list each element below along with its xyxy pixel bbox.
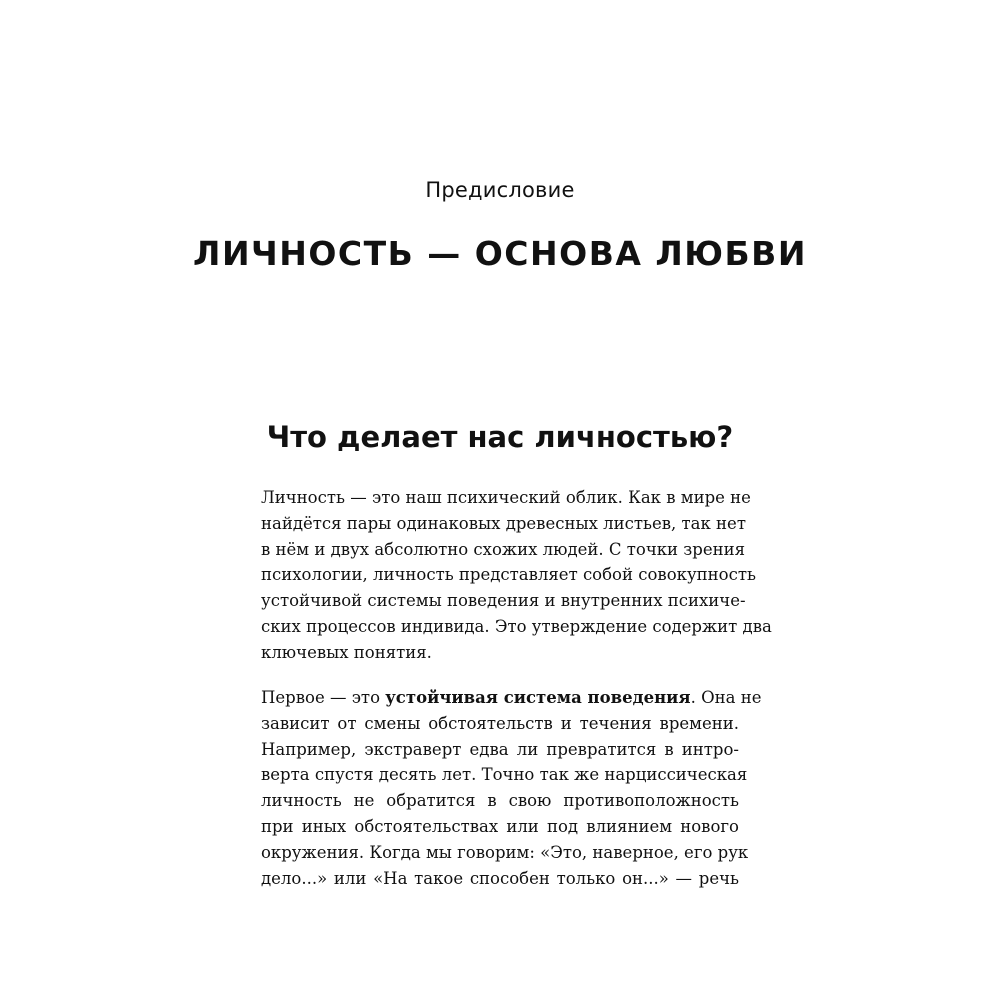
- paragraph-1-line: найдётся пары одинаковых древесных листьев, так нет: [261, 513, 746, 533]
- paragraph-2-bold-term: устойчивая система поведения: [385, 688, 691, 707]
- paragraph-2-first-line: [261, 685, 762, 711]
- paragraph-1-line: в нём и двух абсолютно схожих людей. С точки зрения: [261, 539, 746, 559]
- section-title: Что делает нас личностью?: [266, 420, 734, 454]
- paragraph-1-line: Личность — это наш психический облик. Как в мире не: [261, 488, 751, 507]
- paragraph-1-line: ских процессов индивида. Это утверждение содержит два: [261, 616, 772, 636]
- paragraph-2-line: Например, экстраверт едва ли превратится в интро-: [261, 739, 739, 759]
- preface-label: Предисловие: [425, 178, 575, 202]
- paragraph-2: [261, 685, 762, 891]
- paragraph-2-line: верта спустя десять лет. Точно так же нарциссическая: [261, 765, 748, 785]
- paragraph-2-line: при иных обстоятельствах или под влиянием нового: [261, 816, 739, 836]
- paragraph-2-prefix: Первое — это: [261, 688, 386, 707]
- paragraph-2-line: личность не обратится в свою противоположность: [261, 791, 739, 811]
- paragraph-1: [261, 485, 772, 666]
- paragraph-2-line: дело...» или «На такое способен только он...» — речь: [261, 868, 739, 888]
- paragraph-1-line: устойчивой системы поведения и внутренних психиче-: [261, 591, 746, 611]
- paragraph-2-line: окружения. Когда мы говорим: «Это, наверное, его рук: [261, 842, 749, 862]
- paragraph-2-suffix: . Она не: [690, 688, 762, 707]
- paragraph-1-line: психологии, личность представляет собой совокупность: [261, 565, 756, 585]
- paragraph-2-line: зависит от смены обстоятельств и течения времени.: [261, 713, 739, 733]
- paragraph-1-line: ключевых понятия.: [261, 642, 432, 662]
- chapter-title: ЛИЧНОСТЬ — ОСНОВА ЛЮБВИ: [193, 234, 807, 273]
